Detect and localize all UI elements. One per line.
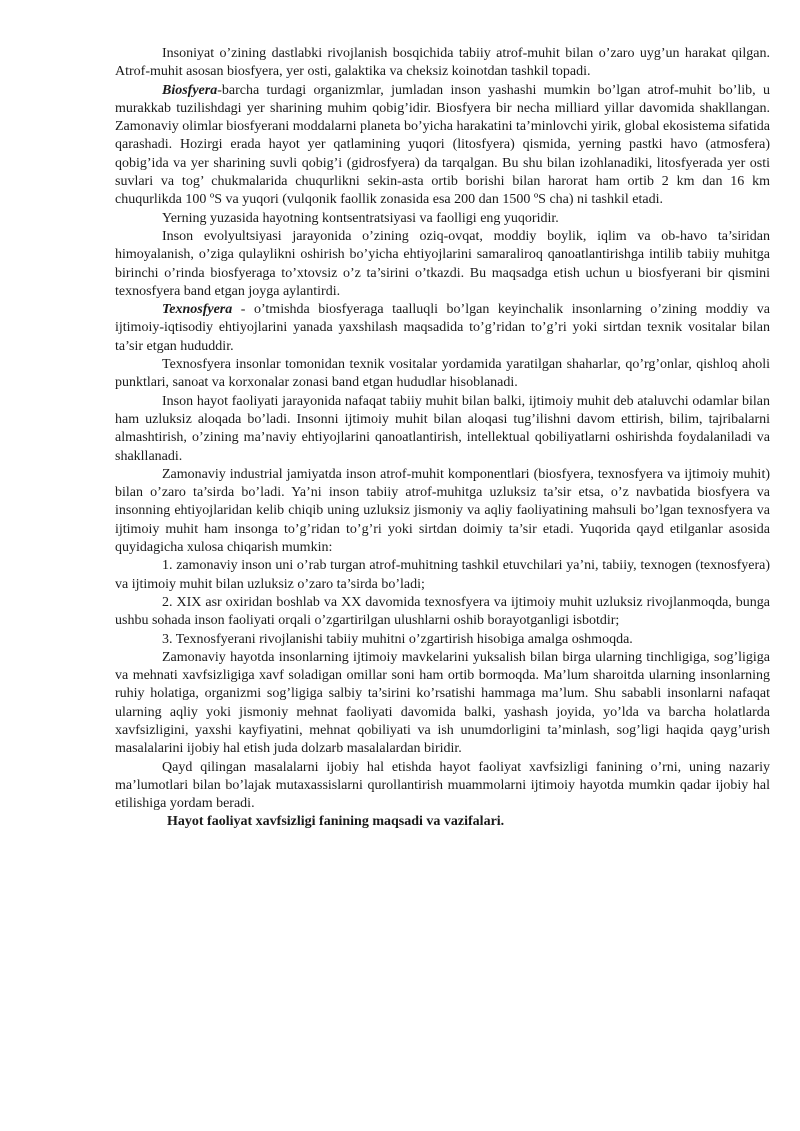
list-item-1: [115, 557, 770, 594]
paragraph-text: Insoniyat o’zining dastlabki rivojlanish bosqichida tabiiy atrof-muhit bilan o’zaro uyg’un harakat qilgan. Atrof-muhit asosan biosfyera, yer osti, galaktika va cheksiz koinotdan tashkil topadi.: [115, 46, 770, 80]
paragraph-industrial: [115, 466, 770, 557]
paragraph-text: Yerning yuzasida hayotning kontsentratsiyasi va faolligi eng yuqoridir.: [162, 210, 559, 226]
section-heading: Hayot faoliyat xavfsizligi fanining maqsadi va vazifalari.: [167, 814, 505, 830]
paragraph-texnosfyera-def: [115, 356, 770, 393]
list-item-3: [115, 631, 770, 649]
term-biosfyera: Biosfyera: [162, 82, 218, 98]
paragraph-surface: [115, 210, 770, 228]
paragraph-text: Texnosfyera insonlar tomonidan texnik vositalar yordamida yaratilgan shaharlar, qo’rg’onlar, qishloq aholi punktlari, sanoat va korxonalar zonasi band etgan hududlar hisoblanadi.: [115, 357, 770, 391]
list-item-2: [115, 594, 770, 631]
paragraph-text: Inson hayot faoliyati jarayonida nafaqat tabiiy muhit bilan balki, ijtimoiy muhit deb ataluvchi odamlar bilan ham uzluksiz aloqada bo’ladi. Insonni ijtimoiy muhit bilan aloqasi tug’ilishni davom ettirish, bilim, tajribalarni almashtirish, o’zining ma’naviy ehtiyojlarini qanoatlantirish, intellektual qobiliyatlarni oshirishda foydalaniladi va shakllanadi.: [115, 393, 770, 464]
paragraph-evolution: [115, 228, 770, 301]
paragraph-text: Zamonaviy hayotda insonlarning ijtimoiy mavkelarini yuksalish bilan birga ularning tinchligiga, sog’ligiga va mehnati xavfsizligiga xavf soladigan omillar soni ham ortib bormoqda. Ma’lum sharoitda ularning insonlarning ruhiy holatiga, organizmi sog’ligiga salbiy ta’sirini ko’rsatishi hammaga ma’lum. Shu sababli insonlarni nafaqat ularning aqliy yoki jismoniy mehnat faoliyati davomida balki, yashash joyida, yo’lda va barcha holatlarda xavfsizligini, yaxshi kayfiyatini, mehnat qobiliyati va ish unumdorligini ta’minlash, sog’ligi haqida qayg’urish masalalarini ijobiy hal etish juda dolzarb masalalardan biridir.: [115, 649, 770, 757]
paragraph-texnosfyera: [115, 301, 770, 356]
paragraph-text: -barcha turdagi organizmlar, jumladan inson yashashi mumkin bo’lgan atrof-muhit bo’lib, u murakkab tuzilishdagi yer sharining muhim qobig’idir. Biosfyera bir necha milliard yillar davomida shakllangan. Zamonaviy olimlar biosfyerani moddalarni planeta bo’yicha harakatini ta’minlovchi yirik, global ekosistema sifatida qarashadi. Hozirgi erada hayot yer qatlamining yuqori (litosfyera) qismida, yerning pastki havo (atmosfera) qobig’ida va yer sharining suvli qobig’i (gidrosfyera) da tarqalgan. Bu shu bilan izohlanadiki, litosfyerada yer osti suvlari va tog’ chukmalarida chuqurlikni sekin-asta ortib borishi bilan harorat ham ortib 2 km dan 16 km chuqurlikda 100 ºS va yuqori (vulqonik faollik zonasida esa 200 dan 1500 ºS cha) ni tashkil etadi.: [115, 82, 770, 208]
paragraph-text: Qayd qilingan masalalarni ijobiy hal etishda hayot faoliyat xavfsizligi fanining o’rni, uning nazariy ma’lumotlari bilan bo’lajak mutaxassislarni qurollantirish muammolarni ijtimoiy hayotda mumkin qadar ijobiy hal etilishiga yordam beradi.: [115, 759, 770, 812]
paragraph-text: - o’tmishda biosfyeraga taalluqli bo’lgan keyinchalik insonlarning o’zining moddiy va ijtimoiy-iqtisodiy ehtiyojlarini yanada yaxshilash maqsadida to’g’ridan to’g’ri yoki sirtdan texnik vositalar bilan ta’sir etgan hududdir.: [115, 302, 770, 354]
term-texnosfyera: Texnosfyera: [162, 302, 233, 318]
paragraph-text: 2. XIX asr oxiridan boshlab va XX davomida texnosfyera va ijtimoiy muhit uzluksiz rivojlanmoqda, bunga ushbu sohada inson faoliyati orqali o’zgartirilgan ulushlarni oshib borayotganligi isbotdir;: [115, 594, 770, 629]
paragraph-social: [115, 393, 770, 466]
paragraph-text: 1. zamonaviy inson uni o’rab turgan atrof-muhitning tashkil etuvchilari ya’ni, tabiiy, texnogen (texnosfyera) va ijtimoiy muhit bilan uzluksiz o’zaro ta’sirda bo’ladi;: [115, 558, 770, 592]
paragraph-text: 3. Texnosfyerani rivojlanishi tabiiy muhitni o’zgartirish hisobiga amalga oshmoqda.: [162, 631, 633, 647]
paragraph-biosfyera: [115, 82, 770, 210]
paragraph-text: Inson evolyultsiyasi jarayonida o’zining oziq-ovqat, moddiy boylik, iqlim va ob-havo ta’siridan himoyalanish, o’ziga qulaylikni oshirish bo’yicha ehtiyojlarini samaraliroq qanoatlantirishga intilib tabiiy muhitga birinchi o’rinda biosfyeraga to’xtovsiz o’z ta’sirini o’tkazdi. Bu maqsadga etish uchun u biosfyerani bir qismini texnosfyera band etgan joyga aylantirdi.: [115, 228, 770, 299]
paragraph-text: Zamonaviy industrial jamiyatda inson atrof-muhit komponentlari (biosfyera, texnosfyera va ijtimoiy muhit) bilan o’zaro ta’sirda bo’ladi. Ya’ni inson tabiiy atrof-muhitga uzluksiz ta’sir etsa, o’z navbatida biosfyera va insonning ehtiyojlaridan kelib chiqib uning uzluksiz jismoniy va aqliy faoliyatining mahsuli bo’lgan texnosfyera va ijtimoiy muhit ham insonga to’g’ridan to’g’ri yoki sirtdan doimiy ta’sir etadi. Yuqorida qayd etilganlar asosida quyidagicha xulosa chiqarish mumkin:: [115, 466, 770, 556]
paragraph-intro: [115, 45, 770, 82]
document-page: [115, 45, 770, 832]
paragraph-conclusion: [115, 759, 770, 814]
paragraph-modern-life: [115, 649, 770, 759]
